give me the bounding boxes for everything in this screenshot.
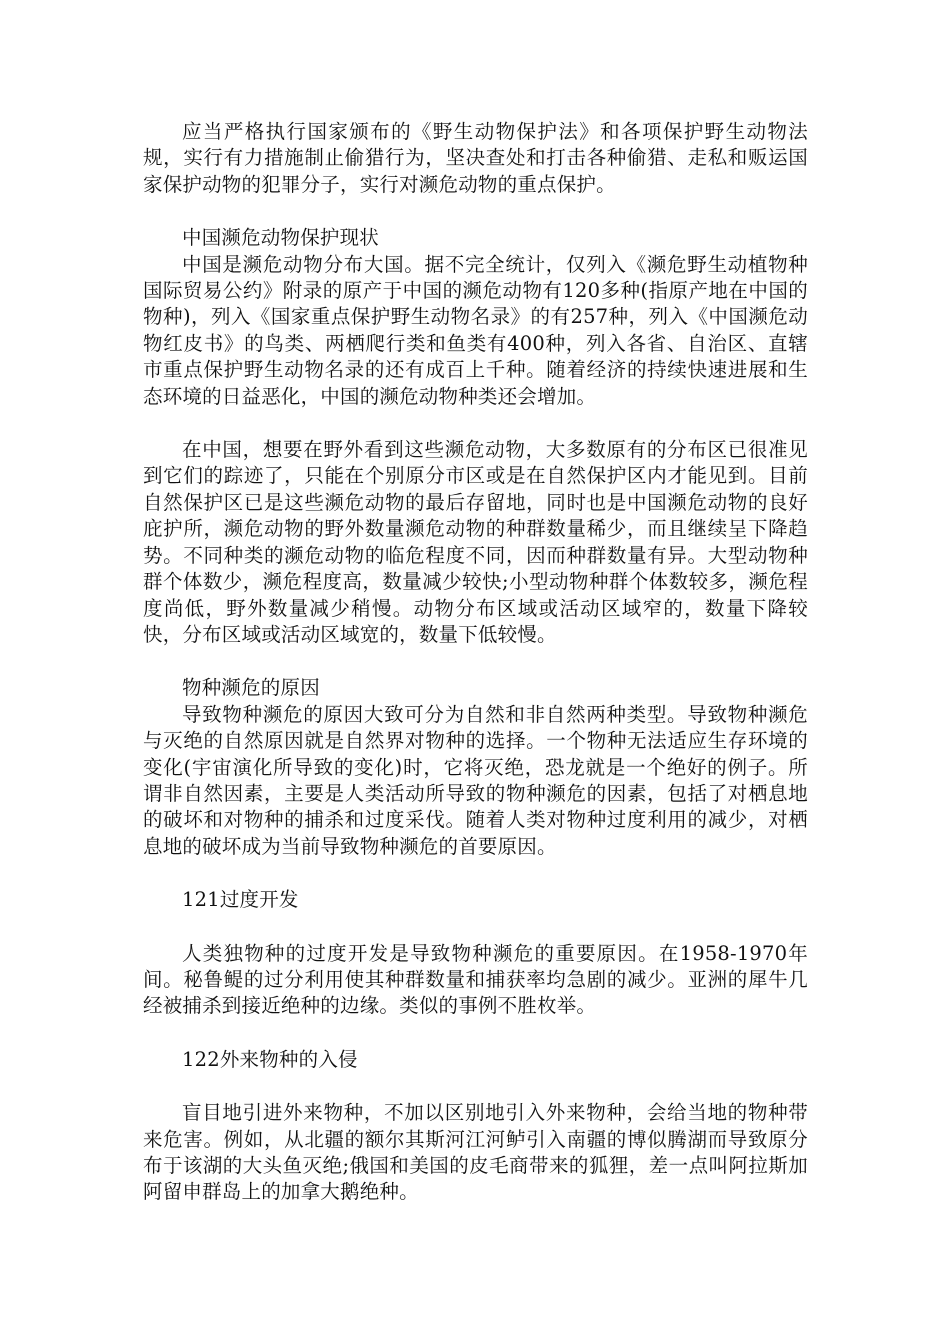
spacer [143,1020,808,1047]
heading-overexploitation: 121过度开发 [182,888,299,912]
paragraph-wild-observation: 在中国，想要在野外看到这些濒危动物，大多数原有的分布区已很准见到它们的踪迹了，只能在个别原分市区或是在自然保护区内才能见到。目前自然保护区已是这些濒危动物的最后存留地，同时也是中国濒危动物的良好庇护所，濒危动物的野外数量濒危动物的种群数量稀少，而且继续呈下降趋势。不同种类的濒危动物的临危程度不同，因而种群数量有异。大型动物种群个体数少，濒危程度高，数量减少较快;小型动物种群个体数较多，濒危程度尚低，野外数量减少稍慢。动物分布区域或活动区域窄的，数量下降较快，分布区域或活动区域宽的，数量下低较慢。 [143,438,808,646]
heading-china-status: 中国濒危动物保护现状 [182,226,380,250]
spacer [143,1073,808,1100]
paragraph-causes: 导致物种濒危的原因大致可分为自然和非自然两种类型。导致物种濒危与灭绝的自然原因就是自然界对物种的选择。一个物种无法适应生存环境的变化(宇宙演化所导致的变化)时，它将灭绝，恐龙就是一个绝好的例子。所谓非自然因素，主要是人类活动所导致的物种濒危的因素，包括了对栖息地的破坏和对物种的捕杀和过度采伐。随着人类对物种过度利用的减少，对栖息地的破坏成为当前导致物种濒危的首要原因。 [143,702,808,858]
spacer [143,648,808,675]
heading-invasive-species: 122外来物种的入侵 [182,1047,358,1071]
document-page [143,119,808,1206]
spacer [143,410,808,437]
spacer [143,914,808,941]
paragraph-invasive-species: 盲目地引进外来物种，不加以区别地引入外来物种，会给当地的物种带来危害。例如，从北疆的额尔其斯河江河鲈引入南疆的博似腾湖而导致原分布于该湖的大头鱼灭绝;俄国和美国的皮毛商带来的狐狸，差一点叫阿拉斯加阿留申群岛上的加拿大鹅绝种。 [143,1101,808,1204]
paragraph-overexploitation: 人类独物种的过度开发是导致物种濒危的重要原因。在1958-1970年间。秘鲁鳀的过分利用使其种群数量和捕获率均急剧的减少。亚洲的犀牛几经被捕杀到接近绝种的边缘。类似的事例不胜枚举。 [143,941,808,1018]
spacer [143,198,808,225]
heading-causes: 物种濒危的原因 [182,676,320,700]
spacer [143,860,808,887]
paragraph-law-enforcement: 应当严格执行国家颁布的《野生动物保护法》和各项保护野生动物法规，实行有力措施制止偷猎行为，坚决查处和打击各种偷猎、走私和贩运国家保护动物的犯罪分子，实行对濒危动物的重点保护。 [143,120,808,196]
paragraph-china-status: 中国是濒危动物分布大国。据不完全统计，仅列入《濒危野生动植物种国际贸易公约》附录的原产于中国的濒危动物有120多种(指原产地在中国的物种)，列入《国家重点保护野生动物名录》的有257种，列入《中国濒危动物红皮书》的鸟类、两栖爬行类和鱼类有400种，列入各省、自治区、直辖市重点保护野生动物名录的还有成百上千种。随着经济的持续快速进展和生态环境的日益恶化，中国的濒危动物种类还会增加。 [143,252,808,408]
